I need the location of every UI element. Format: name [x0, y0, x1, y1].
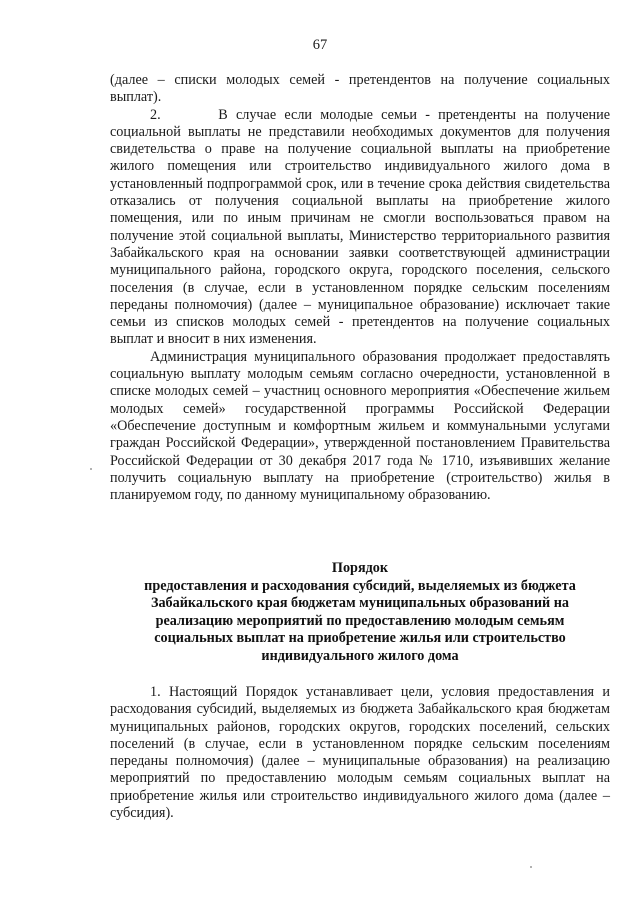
section-heading-line: индивидуального жилого дома: [261, 647, 459, 664]
paragraph-item-1: 1. Настоящий Порядок устанавливает цели, условия предоставления и расходования субсидий, выделяемых из бюджета Забайкальского края бюджетам муниципальных районов, городских округов, городских поселений, сельских поселений (в случае, если в установленном порядке сельским поселениям переданы полномочия) (далее – муниципальные образования) на реализацию мероприятий по предоставлению молодым семьям социальных выплат на приобретение жилья или строительство индивидуального жилого дома (далее – субсидия).: [110, 684, 610, 822]
paragraph-administration: Администрация муниципального образования продолжает предоставлять социальную выплату молодым семьям согласно очередности, установленной в списке молодых семей – участниц основного мероприятия «Обеспечение жильем молодых семей» государственной программы Российской Федерации «Обеспечение доступным и комфортным жильем и коммунальными услугами граждан Российской Федерации», утвержденной постановлением Правительства Российской Федерации от 30 декабря 2017 года № 1710, изъявивших желание получить социальную выплату на приобретение (строительство) жилья в планируемом году, по данному муниципальному образованию.: [110, 348, 610, 504]
section-heading: [110, 560, 610, 666]
section-heading-line: реализацию мероприятий по предоставлению молодым семьям: [155, 612, 565, 629]
section-heading-line: социальных выплат на приобретение жилья или строительство: [154, 630, 566, 647]
section-heading-line: Забайкальского края бюджетам муниципальных образований на: [150, 595, 570, 612]
section-heading-line: предоставления и расходования субсидий, выделяемых из бюджета: [144, 577, 576, 594]
paragraph-item-2: 2. В случае если молодые семьи - претенденты на получение социальной выплаты не представили необходимых документов для получения свидетельства о праве на получение социальной выплаты на приобретение жилого помещения или строительство индивидуального жилого дома в установленный подпрограммой срок, или в течение срока действия свидетельства отказались от получения социальной выплаты на приобретение жилого помещения, или по иным причинам не смогли воспользоваться правом на получение этой социальной выплаты, Министерство территориального развития Забайкальского края на основании заявки соответствующей администрации муниципального района, городского округа, городского поселения, сельского поселения (в случае, если в установленном порядке сельским поселениям переданы полномочия) (далее – муниципальное образование) исключает такие семьи из списков молодых семей - претендентов на получение социальных выплат и вносит в них изменения.: [110, 106, 610, 348]
section-heading-word: Порядок: [331, 560, 389, 576]
body-text-upper: [110, 72, 610, 504]
scan-speck: [530, 866, 532, 868]
scan-speck: [90, 468, 92, 470]
body-text-lower: [110, 684, 610, 822]
page-number: 67: [312, 37, 328, 53]
paragraph-continuation: (далее – списки молодых семей - претендентов на получение социальных выплат).: [110, 72, 610, 106]
